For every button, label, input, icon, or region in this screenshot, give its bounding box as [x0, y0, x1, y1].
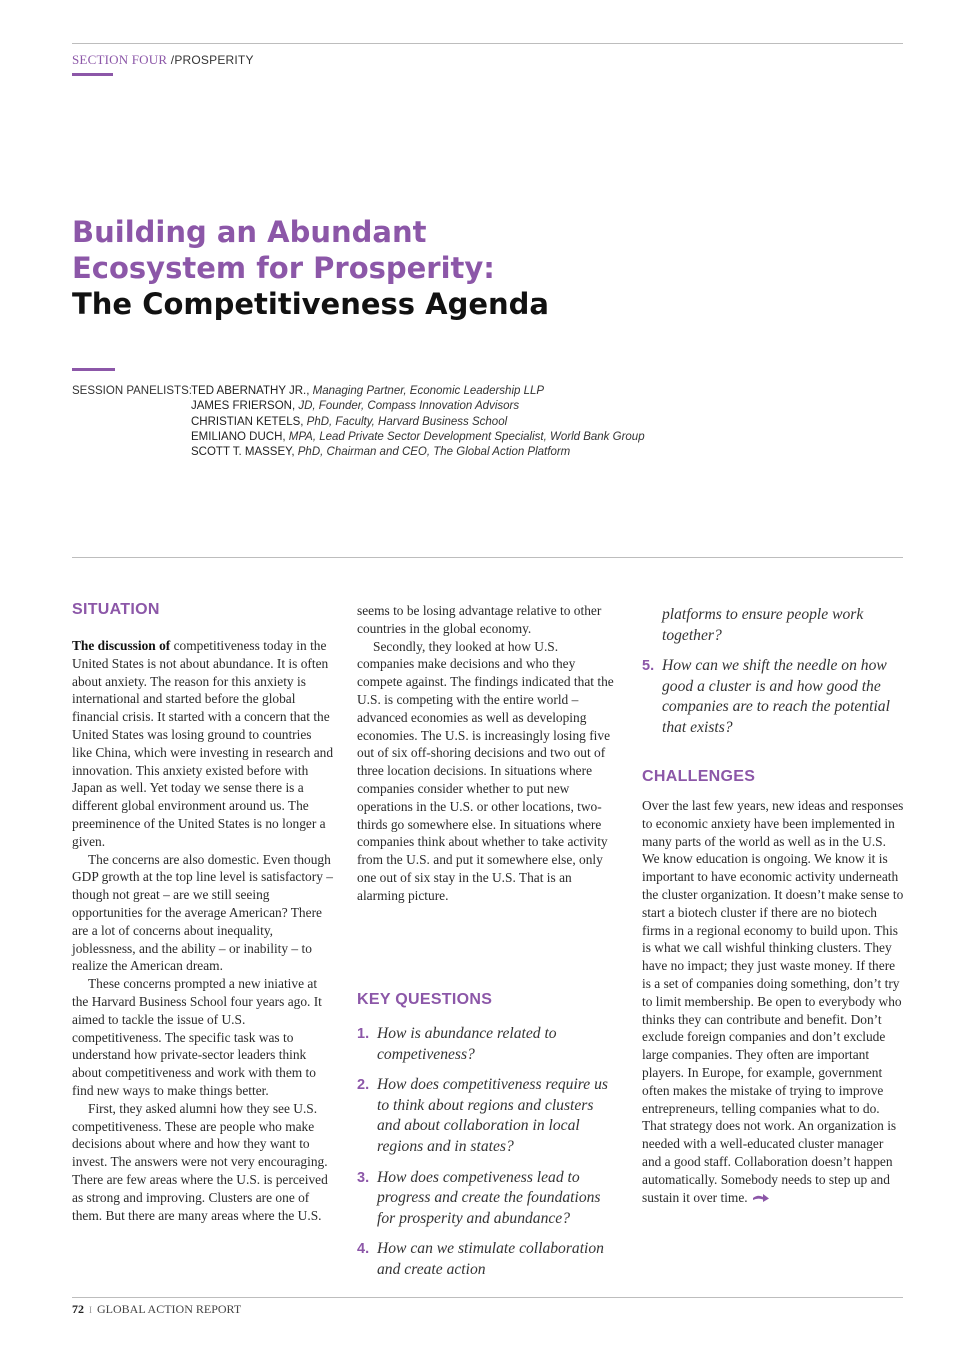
publication-name: GLOBAL ACTION REPORT: [97, 1302, 242, 1316]
panelist: CHRISTIAN KETELS, PhD, Faculty, Harvard Business School: [191, 415, 508, 428]
title-line-2: Ecosystem for Prosperity:: [72, 251, 495, 285]
section-divider-rule: [72, 557, 903, 558]
situation-paragraph-5: Secondly, they looked at how U.S. companies make decisions and who they compete against. The findings indicated that the U.S. is competing with the entire world – advanced economies as well as developing economies. The U.S. is increasingly losing five out of six off-shoring decisions and two out of three location decisions. In situations where companies consider whether to put new operations in the U.S. or other locations, two-thirds go somewhere else. In situations where companies think about whether to take activity from the U.S. and put it somewhere else, only one out of six stay in the U.S. That is an alarming picture.: [357, 638, 614, 903]
section-topic: PROSPERITY: [174, 53, 254, 67]
situation-paragraph-4-cont: seems to be losing advantage relative to other countries in the global economy.: [357, 603, 602, 636]
footer-divider: I: [89, 1305, 92, 1315]
panelist: TED ABERNATHY JR., Managing Partner, Economic Leadership LLP: [191, 385, 545, 397]
challenges-paragraph: Over the last few years, new ideas and responses to economic anxiety have been implemented in many parts of the world as well as in the U.S. We know education is ongoing. We know it is important to have economic activity underneath the cluster organization. It doesn’t make sense to start a biotech cluster if there are no biotech firms in a regional economy to build upon. This is what we call wishful thinking clusters. They have no impact; they just waste money. If there is a set of companies doing something, don’t try to limit membership. Be open to everybody who thinks they can contribute and benefit. Don’t exclude foreign companies and don’t exclude large companies. They often are important players. In Europe, for example, government often makes the mistake of trying to improve entrepreneurs, telling companies what to do. That strategy does not work. An organization is needed with a well-educated cluster manager and a good staff. Collaboration doesn’t happen automatically. Somebody needs to step up and sustain it over time.: [642, 797, 904, 1207]
challenges-heading: CHALLENGES: [642, 768, 756, 785]
situation-column-2: [357, 602, 615, 905]
title-line-1: Building an Abundant: [72, 215, 427, 249]
panelist: SCOTT T. MASSEY, PhD, Chairman and CEO, The Global Action Platform: [191, 446, 571, 459]
situation-lead: The discussion of: [72, 638, 171, 653]
question-item: 5. How can we shift the needle on how good a cluster is and how good the companies are to reach the potential that exists?: [642, 657, 890, 736]
situation-paragraph-1: The discussion of competitiveness today in the United States is not about abundance. It is often about anxiety. The reason for this anxiety is international and started before the global financial crisis. It started with a concern that the United States was losing ground to countries like China, which were investing in research and innovation. This anxiety existed before with Japan as well. Yet today we sense there is a different global environment around us. The preeminence of the United States is no longer a given.: [72, 638, 334, 849]
title-accent-bar: [72, 368, 115, 371]
situation-paragraph-4: First, they asked alumni how they see U.S. competitiveness. These are people who make decisions about where and how they want to invest. The answers were not very encouraging. There are few areas where the U.S. is perceived as strong and improving. Clusters are one of them. But there are many areas where the U.S.: [72, 1100, 328, 1223]
panelist: JAMES FRIERSON, JD, Founder, Compass Innovation Advisors: [191, 400, 520, 413]
panelists-list: [191, 384, 891, 460]
question-item: 3. How does competiveness lead to progress and create the foundations for prosperity and abundance?: [357, 1168, 601, 1227]
footer-rule: [72, 1297, 903, 1298]
section-header: [72, 52, 254, 68]
panelist: EMILIANO DUCH, MPA, Lead Private Sector Development Specialist, World Bank Group: [191, 430, 645, 443]
section-separator: /: [170, 53, 175, 67]
situation-paragraph-2: The concerns are also domestic. Even though GDP growth at the top line level is satisfactory – though not great – are we still seeing opportunities for the average American? There are a lot of concerns about inequality, joblessness, and the ability – or inability – to realize the American dream.: [72, 851, 333, 974]
header-accent-bar: [72, 73, 113, 76]
top-rule: [72, 43, 903, 44]
key-questions-list: [357, 1024, 619, 1291]
question-item: 2. How does competitiveness require us to think about regions and clusters and about collaboration in local regions and in states?: [357, 1076, 608, 1155]
situation-heading: SITUATION: [72, 601, 160, 618]
arrow-right-icon: [752, 1190, 770, 1208]
situation-column-1: [72, 637, 334, 1224]
panelists-label: SESSION PANELISTS:: [72, 385, 192, 397]
page-title: [72, 214, 892, 322]
section-label: SECTION FOUR: [72, 52, 168, 67]
situation-paragraph-3: These concerns prompted a new iniative at the Harvard Business School four years ago. It aimed to tackle the issue of U.S. competitiveness. The specific task was to understand how private-sector leaders think about competitiveness and work with them to find new ways to make things better.: [72, 976, 322, 1098]
footer: [72, 1302, 241, 1317]
challenges-column: [642, 797, 904, 1207]
question-item: 4. How can we stimulate collaboration and create action: [357, 1240, 604, 1278]
question-item-cont: platforms to ensure people work together?: [662, 606, 864, 644]
question-item: 1. How is abundance related to competiveness?: [357, 1025, 557, 1063]
page-number: 72: [72, 1302, 84, 1316]
key-questions-heading: KEY QUESTIONS: [357, 991, 493, 1008]
key-questions-list-cont: [642, 605, 904, 749]
title-line-3: The Competitiveness Agenda: [72, 287, 549, 321]
